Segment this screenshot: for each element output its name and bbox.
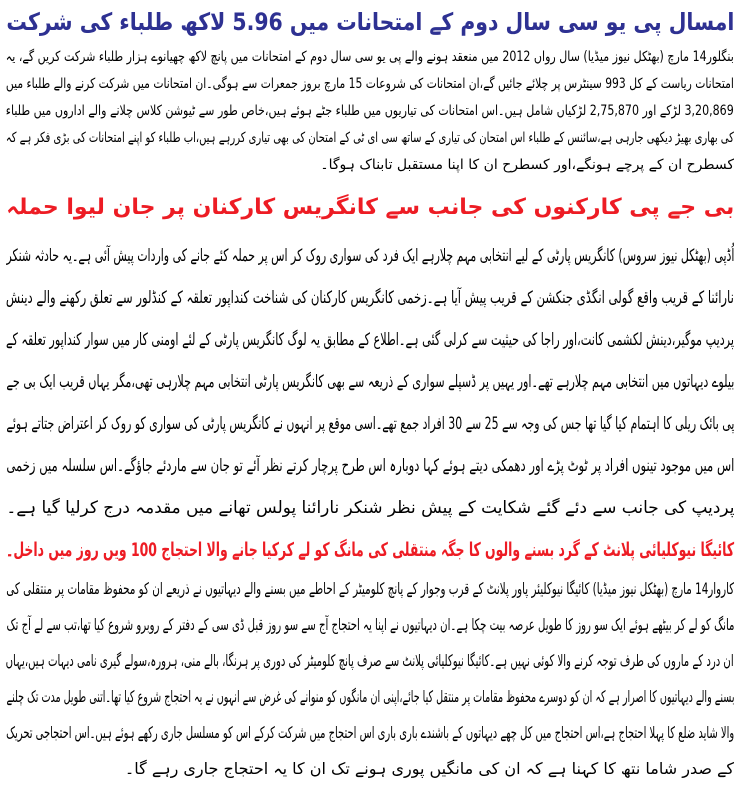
article-kaiga-protest: [0, 529, 740, 787]
article-line: [6, 152, 734, 179]
line-text: بسنے والے دیہاتیوں کا اصرار ہے کہ ان کو دوسرے محفوظ مقامات پر منتقل کیا جائے،اپنی ان مانگوں کو منوانے کی غرض سے انہوں نے یہ احتجاج شروع کیا تھا۔اتنی طویل مدت تک چلنے: [6, 687, 734, 706]
article-line: [6, 319, 734, 361]
headline-puc-exams: [0, 0, 740, 44]
article-puc-exams: [0, 0, 740, 179]
line-text: امتحانات ریاست کے کل 993 سینٹرس پر چلائے جائیں گے،ان امتحانات کی شروعات 15 مارچ بروز جمعرات سے ہوگی۔ان امتحانات میں شرکت کرنے والے طلباء میں: [6, 76, 734, 92]
article-line: [6, 125, 734, 152]
headline-kaiga-protest: [0, 529, 740, 571]
article-body: [0, 44, 740, 179]
line-text: کے صدر شاما نتھ کا کہنا ہے کہ ان کی مانگیں پوری ہونے تک ان کا یہ احتجاج جاری رہے گا۔: [124, 759, 734, 778]
article-line: [6, 445, 734, 487]
line-text: بیلوے دیہاتوں میں انتخابی مہم چلارہے تھے۔اور یہیں پر ڈسپلے سواری کے ذریعہ سے بھی کانگریس پارٹی انتخابی مہم چلارہی تھی،مگر یہاں قریب ایک بی جے: [6, 372, 734, 392]
headline-bjp-attack: [0, 179, 740, 235]
article-body: [0, 235, 740, 529]
line-text: پردیپ کی جانب سے دئے گئے شکایت کے پیش نظر شنکر نارائنا پولس تھانے میں مقدمہ درج کرلیا گیا ہے۔: [6, 498, 734, 518]
headline-text: بی جے پی کارکنوں کی جانب سے کانگریس کارکنان پر جان لیوا حملہ: [5, 194, 734, 220]
line-text: 3,20,869 لڑکے اور 2,75,870 لڑکیاں شامل ہیں۔اس امتحانات کی تیاریوں میں طلباء جٹے ہوئے ہیں،خاص طور سے ٹیوشن کلاس چلانے والے اداروں میں طلباء: [6, 103, 734, 119]
line-text: کی بھاری بھیڑ دیکھی جارہی ہے،سائنس کے طلباء اس امتحان کی تیاری کے ساتھ سی ای ٹی کے امتحان کی بھی تیاری کررہے ہیں،اب طلباء کو اپنے امتحانات کی بڑی فکر ہے کہ: [6, 130, 734, 146]
headline-text: امسال پی یو سی سال دوم کے امتحانات میں 5.96 لاکھ طلباء کی شرکت: [5, 8, 734, 36]
article-line: [6, 44, 734, 71]
line-text: پردیپ موگیر،دینش لکشمی کانت،اور راجا کی حیثیت سے کرلی گئی ہے۔اطلاع کے مطابق یہ لوگ کانگریس پارٹی کے لئے اومنی کار میں سوار کنداپور تعلقہ کے: [6, 330, 734, 350]
article-line: [6, 751, 734, 787]
article-line: [6, 607, 734, 643]
article-bjp-attack: [0, 179, 740, 529]
article-line: [6, 487, 734, 529]
line-text: مانگ کو لے کر بیٹھے ہوئے ایک سو روز کا طویل عرصہ بیت چکا ہے۔ان دیہاتیوں نے اپنا یہ احتجاج آج سے سو روز قبل ڈی سی کے دفتر کے روبرو شروع کیا تھا،تب سے لے آج تک: [6, 615, 734, 634]
line-text: کسطرح ان کے پرچے ہونگے،اور کسطرح ان کا اپنا مستقبل تابناک ہوگا۔: [320, 157, 734, 173]
article-line: [6, 679, 734, 715]
line-text: پی بائک ریلی کا اہتمام کیا گیا تھا جس کی وجہ سے 25 سے 30 افراد جمع تھے۔اسی موقع پر انہوں نے کانگریس پارٹی کی سواری کو روک کر اعتراض جتاتے ہوئے: [6, 414, 734, 434]
article-line: [6, 361, 734, 403]
line-text: اس میں موجود تینوں افراد پر ٹوٹ پڑے اور دھمکی دیتے ہوئے کہا دوبارہ اس طرح پرچار کرتے نظر آئے تو جان سے ماردئے جاؤگے۔اس سلسلہ میں زخمی: [6, 456, 734, 476]
article-body: [0, 571, 740, 787]
headline-text: کائیگا نیوکلیائی پلانٹ کے گرد بسنے والوں کا جگہ منتقلی کی مانگ کو لے کرکیا جانے والا احتجاج 100 ویں روز میں داخل۔: [6, 539, 734, 561]
line-text: بنگلور14 مارچ (بھٹکل نیوز میڈیا) سال رواں 2012 میں منعقد ہونے والے پی یو سی سال دوم کے امتحانات میں پانچ لاکھ چھیانوے ہزار طلباء شرکت کریں گے، یہ: [6, 49, 734, 65]
article-line: [6, 98, 734, 125]
line-text: نارائنا کے قریب واقع گولی انگڈی جنکشن کے قریب پیش آیا ہے۔زخمی کانگریس کارکنان کی شناخت کنداپور تعلقہ کے کنڈلور سے تعلق رکھنے والے دینش: [6, 288, 734, 308]
line-text: اُڈپی (بھٹکل نیوز سروس) کانگریس پارٹی کے لیے انتخابی مہم چلارہے ایک فرد کی سواری روک کر اس پر حملہ کئے جانے کی واردات پیش آئی ہے۔یہ حادثہ شنکر: [6, 246, 734, 266]
line-text: ان درد کے ماروں کی طرف توجہ کرنے والا کوئی نہیں ہے۔کائیگا نیوکلیائی پلانٹ سے صرف پانچ کلومیٹر کی دوری پر ہرنگا، بالے منی، ہرورہ،سولے گیری نامی دیہات ہیں،یہاں: [6, 651, 734, 670]
line-text: کاروار14 مارچ (بھٹکل نیوز میڈیا) کائیگا نیوکلیئر پاور پلانٹ کے قرب وجوار کے پانچ کلومیٹر کے احاطے میں بسنے والے دیہاتیوں نے ذریعے ان کو محفوظ مقامات پر منتقلی کی: [6, 579, 734, 598]
article-line: [6, 235, 734, 277]
article-line: [6, 571, 734, 607]
article-line: [6, 643, 734, 679]
line-text: والا شاید ضلع کا پہلا احتجاج ہے،اس احتجاج میں کل چھے دیہاتوں کے باشندے باری باری اس احتجاج میں شرکت کرکے اس کو مسلسل جاری رکھے ہوئے ہیں۔اس احتجاجی تحریک: [6, 723, 734, 742]
article-line: [6, 403, 734, 445]
article-line: [6, 71, 734, 98]
article-line: [6, 715, 734, 751]
article-line: [6, 277, 734, 319]
